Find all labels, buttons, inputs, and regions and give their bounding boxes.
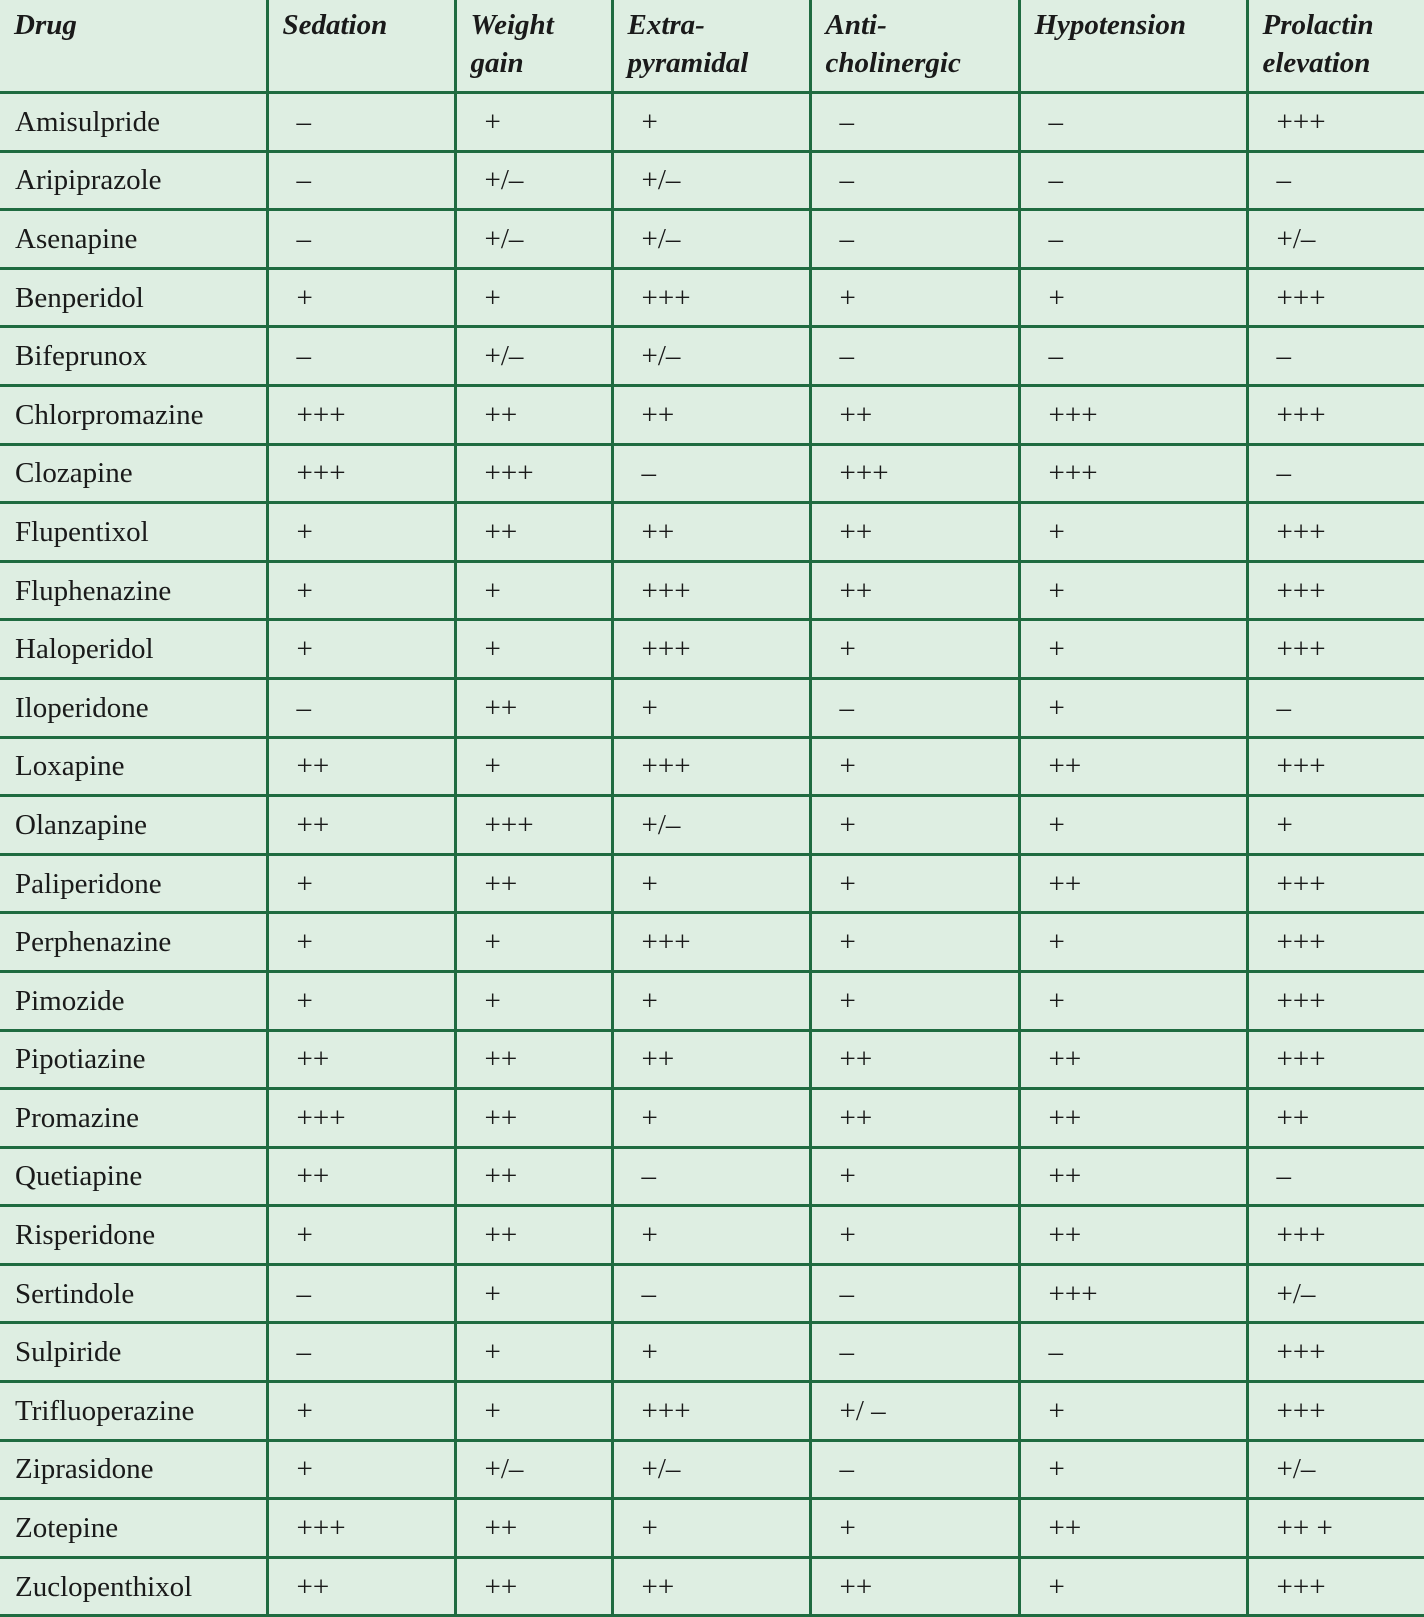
rating-cell: +++ (1247, 268, 1424, 327)
drug-name-cell: Pimozide (0, 971, 267, 1030)
rating-cell: – (267, 210, 455, 269)
rating-cell: – (810, 210, 1019, 269)
column-header-line1: Hypotension (1034, 9, 1186, 41)
rating-cell: +++ (267, 385, 455, 444)
rating-cell: – (267, 1264, 455, 1323)
rating-cell: – (810, 93, 1019, 152)
rating-cell: ++ (810, 503, 1019, 562)
rating-cell: – (1019, 327, 1247, 386)
rating-cell: – (810, 1264, 1019, 1323)
drug-name-cell: Benperidol (0, 268, 267, 327)
rating-cell: +/– (612, 1440, 810, 1499)
rating-cell: – (1247, 678, 1424, 737)
rating-cell: + (267, 1440, 455, 1499)
rating-cell: +/– (612, 210, 810, 269)
table-row (0, 151, 1424, 210)
rating-cell: – (810, 1440, 1019, 1499)
rating-cell: ++ (612, 1030, 810, 1089)
rating-cell: + (455, 1323, 612, 1382)
rating-cell: – (1247, 444, 1424, 503)
rating-cell: – (612, 1147, 810, 1206)
table-row (0, 503, 1424, 562)
rating-cell: ++ (810, 1089, 1019, 1148)
column-header-line2: cholinergic (825, 47, 961, 79)
rating-cell: + (612, 971, 810, 1030)
rating-cell: + (612, 93, 810, 152)
rating-cell: ++ (1019, 737, 1247, 796)
rating-cell: +++ (455, 444, 612, 503)
drug-name-cell: Sulpiride (0, 1323, 267, 1382)
table-row (0, 93, 1424, 152)
rating-cell: + (612, 1323, 810, 1382)
rating-cell: + (810, 971, 1019, 1030)
rating-cell: – (810, 151, 1019, 210)
rating-cell: +++ (267, 444, 455, 503)
rating-cell: ++ (455, 1499, 612, 1558)
rating-cell: + (1019, 1440, 1247, 1499)
rating-cell: ++ (455, 854, 612, 913)
rating-cell: +++ (1247, 1382, 1424, 1441)
rating-cell: +++ (1247, 503, 1424, 562)
rating-cell: +++ (1019, 1264, 1247, 1323)
table-row (0, 1557, 1424, 1616)
rating-cell: ++ (267, 1030, 455, 1089)
rating-cell: +++ (455, 796, 612, 855)
rating-cell: + (612, 1089, 810, 1148)
rating-cell: + (455, 1264, 612, 1323)
table-row (0, 971, 1424, 1030)
rating-cell: + (455, 913, 612, 972)
rating-cell: +++ (1247, 1557, 1424, 1616)
rating-cell: + (810, 737, 1019, 796)
rating-cell: +/– (455, 327, 612, 386)
column-header (267, 0, 455, 93)
rating-cell: +++ (1247, 1030, 1424, 1089)
column-header-line2: gain (470, 47, 524, 79)
rating-cell: ++ (810, 1030, 1019, 1089)
table-row (0, 913, 1424, 972)
rating-cell: – (1019, 210, 1247, 269)
drug-name-cell: Olanzapine (0, 796, 267, 855)
rating-cell: +/– (455, 1440, 612, 1499)
rating-cell: ++ (810, 1557, 1019, 1616)
rating-cell: + (1019, 971, 1247, 1030)
rating-cell: + (810, 620, 1019, 679)
rating-cell: ++ (455, 1206, 612, 1265)
column-header-line1: Extra- (627, 9, 705, 41)
rating-cell: +++ (1019, 444, 1247, 503)
drug-name-cell: Bifeprunox (0, 327, 267, 386)
drug-name-cell: Fluphenazine (0, 561, 267, 620)
rating-cell: + (1019, 268, 1247, 327)
rating-cell: + (455, 971, 612, 1030)
rating-cell: ++ (1019, 1089, 1247, 1148)
rating-cell: ++ (455, 385, 612, 444)
drug-name-cell: Asenapine (0, 210, 267, 269)
rating-cell: – (267, 1323, 455, 1382)
rating-cell: + (612, 1499, 810, 1558)
rating-cell: ++ (455, 678, 612, 737)
drug-name-cell: Ziprasidone (0, 1440, 267, 1499)
table-row (0, 268, 1424, 327)
rating-cell: + (1019, 561, 1247, 620)
rating-cell: + (267, 971, 455, 1030)
column-header-line2: elevation (1262, 47, 1371, 79)
rating-cell: +++ (612, 737, 810, 796)
drug-name-cell: Trifluoperazine (0, 1382, 267, 1441)
drug-name-cell: Haloperidol (0, 620, 267, 679)
rating-cell: ++ (612, 1557, 810, 1616)
rating-cell: +/– (455, 210, 612, 269)
table-row (0, 1206, 1424, 1265)
drug-name-cell: Chlorpromazine (0, 385, 267, 444)
table-row (0, 385, 1424, 444)
rating-cell: + (1019, 503, 1247, 562)
rating-cell: ++ (612, 385, 810, 444)
rating-cell: +++ (267, 1089, 455, 1148)
table-row (0, 1030, 1424, 1089)
rating-cell: + (267, 1206, 455, 1265)
rating-cell: ++ (267, 796, 455, 855)
table-body (0, 93, 1424, 1616)
rating-cell: +++ (810, 444, 1019, 503)
rating-cell: +++ (612, 913, 810, 972)
rating-cell: +/– (612, 796, 810, 855)
table-row (0, 1323, 1424, 1382)
rating-cell: +/– (1247, 1264, 1424, 1323)
rating-cell: + (1019, 1557, 1247, 1616)
rating-cell: + (810, 913, 1019, 972)
rating-cell: +++ (1247, 385, 1424, 444)
rating-cell: ++ (1019, 854, 1247, 913)
rating-cell: + (810, 1206, 1019, 1265)
rating-cell: +++ (1247, 620, 1424, 679)
rating-cell: + (1247, 796, 1424, 855)
column-header (810, 0, 1019, 93)
rating-cell: ++ (455, 1030, 612, 1089)
rating-cell: ++ + (1247, 1499, 1424, 1558)
rating-cell: ++ (267, 1147, 455, 1206)
rating-cell: + (810, 854, 1019, 913)
table-row (0, 1147, 1424, 1206)
column-header (1247, 0, 1424, 93)
rating-cell: – (1019, 151, 1247, 210)
rating-cell: – (810, 327, 1019, 386)
rating-cell: ++ (1019, 1147, 1247, 1206)
rating-cell: + (612, 854, 810, 913)
rating-cell: +++ (612, 268, 810, 327)
rating-cell: + (267, 620, 455, 679)
column-header-line1: Weight (470, 9, 554, 41)
drug-name-cell: Clozapine (0, 444, 267, 503)
drug-name-cell: Risperidone (0, 1206, 267, 1265)
table-row (0, 1382, 1424, 1441)
rating-cell: +++ (612, 561, 810, 620)
rating-cell: ++ (810, 561, 1019, 620)
rating-cell: ++ (455, 503, 612, 562)
rating-cell: +++ (1247, 971, 1424, 1030)
rating-cell: +++ (267, 1499, 455, 1558)
rating-cell: + (1019, 796, 1247, 855)
rating-cell: + (267, 561, 455, 620)
rating-cell: ++ (810, 385, 1019, 444)
rating-cell: – (1019, 1323, 1247, 1382)
rating-cell: ++ (1019, 1030, 1247, 1089)
rating-cell: +/ – (810, 1382, 1019, 1441)
rating-cell: + (267, 1382, 455, 1441)
drug-name-cell: Pipotiazine (0, 1030, 267, 1089)
rating-cell: + (612, 1206, 810, 1265)
rating-cell: – (267, 327, 455, 386)
column-header-line1: Drug (14, 9, 77, 41)
rating-cell: ++ (612, 503, 810, 562)
rating-cell: + (810, 268, 1019, 327)
rating-cell: +++ (1247, 1323, 1424, 1382)
drug-name-cell: Flupentixol (0, 503, 267, 562)
table-row (0, 854, 1424, 913)
rating-cell: – (612, 1264, 810, 1323)
rating-cell: + (810, 796, 1019, 855)
rating-cell: +/– (1247, 210, 1424, 269)
rating-cell: + (455, 561, 612, 620)
rating-cell: +++ (1019, 385, 1247, 444)
table-row (0, 444, 1424, 503)
rating-cell: + (267, 268, 455, 327)
rating-cell: ++ (455, 1557, 612, 1616)
column-header-line2: pyramidal (627, 47, 749, 79)
rating-cell: – (1247, 1147, 1424, 1206)
column-header (0, 0, 267, 93)
table-row (0, 1440, 1424, 1499)
column-header (455, 0, 612, 93)
drug-name-cell: Sertindole (0, 1264, 267, 1323)
rating-cell: ++ (1247, 1089, 1424, 1148)
table-row (0, 1499, 1424, 1558)
table-header (0, 0, 1424, 93)
rating-cell: + (267, 503, 455, 562)
rating-cell: + (455, 93, 612, 152)
table-row (0, 210, 1424, 269)
rating-cell: +++ (1247, 93, 1424, 152)
rating-cell: + (612, 678, 810, 737)
rating-cell: +++ (1247, 737, 1424, 796)
rating-cell: +++ (612, 620, 810, 679)
rating-cell: +++ (1247, 1206, 1424, 1265)
table-row (0, 678, 1424, 737)
drug-name-cell: Zuclopenthixol (0, 1557, 267, 1616)
rating-cell: + (455, 1382, 612, 1441)
drug-name-cell: Loxapine (0, 737, 267, 796)
rating-cell: + (1019, 678, 1247, 737)
drug-name-cell: Quetiapine (0, 1147, 267, 1206)
table-row (0, 620, 1424, 679)
rating-cell: +/– (1247, 1440, 1424, 1499)
column-header-line1: Anti- (825, 9, 887, 41)
table-row (0, 561, 1424, 620)
rating-cell: – (612, 444, 810, 503)
rating-cell: +/– (612, 151, 810, 210)
rating-cell: ++ (455, 1089, 612, 1148)
rating-cell: + (267, 913, 455, 972)
rating-cell: + (1019, 1382, 1247, 1441)
drug-name-cell: Perphenazine (0, 913, 267, 972)
drug-name-cell: Paliperidone (0, 854, 267, 913)
rating-cell: ++ (267, 737, 455, 796)
rating-cell: + (1019, 913, 1247, 972)
column-header-line1: Sedation (282, 9, 388, 41)
rating-cell: +++ (1247, 854, 1424, 913)
rating-cell: +/– (612, 327, 810, 386)
column-header (1019, 0, 1247, 93)
rating-cell: + (810, 1147, 1019, 1206)
table-row (0, 737, 1424, 796)
table-row (0, 796, 1424, 855)
rating-cell: – (1247, 327, 1424, 386)
rating-cell: + (1019, 620, 1247, 679)
rating-cell: +/– (455, 151, 612, 210)
rating-cell: + (455, 620, 612, 679)
column-header (612, 0, 810, 93)
rating-cell: ++ (1019, 1499, 1247, 1558)
drug-name-cell: Zotepine (0, 1499, 267, 1558)
rating-cell: – (810, 678, 1019, 737)
rating-cell: +++ (1247, 561, 1424, 620)
rating-cell: – (267, 678, 455, 737)
rating-cell: – (810, 1323, 1019, 1382)
drug-name-cell: Iloperidone (0, 678, 267, 737)
rating-cell: ++ (1019, 1206, 1247, 1265)
drug-name-cell: Promazine (0, 1089, 267, 1148)
rating-cell: + (455, 268, 612, 327)
rating-cell: – (1019, 93, 1247, 152)
rating-cell: – (1247, 151, 1424, 210)
rating-cell: – (267, 151, 455, 210)
rating-cell: ++ (455, 1147, 612, 1206)
table-row (0, 1089, 1424, 1148)
rating-cell: +++ (1247, 913, 1424, 972)
rating-cell: +++ (612, 1382, 810, 1441)
rating-cell: + (267, 854, 455, 913)
column-header-line1: Prolactin (1262, 9, 1374, 41)
rating-cell: ++ (267, 1557, 455, 1616)
table-row (0, 1264, 1424, 1323)
rating-cell: + (810, 1499, 1019, 1558)
drug-name-cell: Amisulpride (0, 93, 267, 152)
rating-cell: – (267, 93, 455, 152)
table-row (0, 327, 1424, 386)
rating-cell: + (455, 737, 612, 796)
header-row (0, 0, 1424, 93)
drug-name-cell: Aripiprazole (0, 151, 267, 210)
